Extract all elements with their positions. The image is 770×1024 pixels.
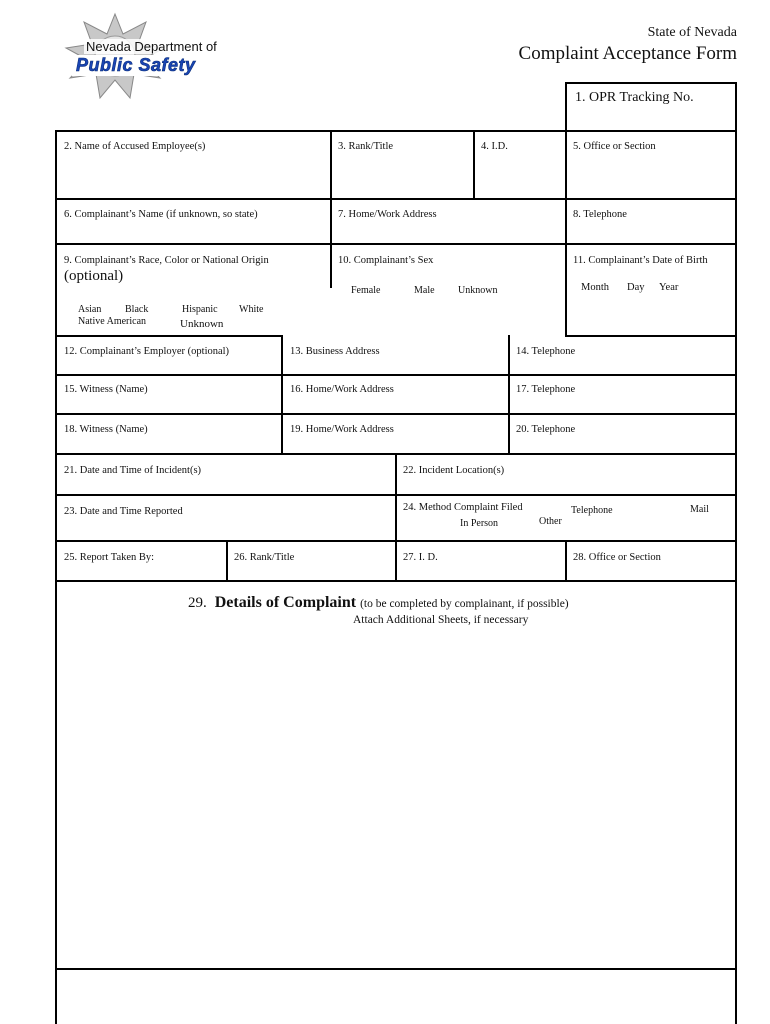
state-name: State of Nevada — [647, 25, 737, 40]
details-title: Details of Complaint — [214, 594, 357, 611]
form-title: Complaint Acceptance Form — [518, 43, 737, 64]
details-heading — [188, 594, 569, 612]
field-date-of-birth: 11. Complainant’s Date of Birth — [573, 255, 708, 266]
method-option-mail[interactable]: Mail — [690, 504, 709, 515]
field-telephone: 8. Telephone — [573, 209, 627, 220]
race-option-black[interactable]: Black — [125, 304, 149, 315]
details-attach-note: Attach Additional Sheets, if necessary — [353, 614, 529, 626]
details-number: 29. — [188, 595, 207, 611]
details-note: (to be completed by complainant, if possible) — [360, 598, 569, 610]
field-witness-2-address: 19. Home/Work Address — [290, 424, 394, 435]
race-option-native-american[interactable]: Native American — [78, 316, 147, 327]
field-telephone-14: 14. Telephone — [516, 346, 576, 357]
field-witness-1: 15. Witness (Name) — [64, 384, 148, 395]
field-witness-1-telephone: 17. Telephone — [516, 384, 576, 395]
sex-option-female[interactable]: Female — [351, 285, 381, 296]
field-complainant-name: 6. Complainant’s Name (if unknown, so state) — [64, 209, 258, 220]
field-rank-title: 3. Rank/Title — [338, 141, 394, 152]
field-taker-id: 27. I. D. — [403, 552, 438, 563]
department-logo — [60, 12, 260, 100]
field-office-section: 5. Office or Section — [573, 141, 656, 152]
sex-option-unknown[interactable]: Unknown — [458, 285, 498, 296]
logo-line1: Nevada Department of — [86, 39, 217, 54]
field-complainant-sex: 10. Complainant’s Sex — [338, 255, 434, 266]
method-option-other[interactable]: Other — [539, 516, 562, 527]
race-option-hispanic[interactable]: Hispanic — [182, 304, 218, 315]
logo-line2: Public Safety — [72, 55, 200, 76]
field-taker-rank-title: 26. Rank/Title — [234, 552, 295, 563]
field-race-optional: (optional) — [64, 268, 124, 284]
details-text-area[interactable] — [58, 630, 734, 966]
field-incident-datetime: 21. Date and Time of Incident(s) — [64, 465, 202, 476]
method-option-in-person[interactable]: In Person — [460, 518, 499, 529]
sex-option-male[interactable]: Male — [414, 285, 435, 296]
dob-year: Year — [659, 282, 679, 293]
field-date-reported: 23. Date and Time Reported — [64, 506, 183, 517]
race-option-unknown[interactable]: Unknown — [180, 318, 224, 330]
field-witness-1-address: 16. Home/Work Address — [290, 384, 394, 395]
dob-month: Month — [581, 282, 610, 293]
field-taker-office: 28. Office or Section — [573, 552, 661, 563]
field-home-work-address: 7. Home/Work Address — [338, 209, 437, 220]
race-option-asian[interactable]: Asian — [78, 304, 102, 315]
race-option-white[interactable]: White — [239, 304, 264, 315]
field-witness-2: 18. Witness (Name) — [64, 424, 148, 435]
field-accused-employee: 2. Name of Accused Employee(s) — [64, 141, 206, 152]
field-incident-location: 22. Incident Location(s) — [403, 465, 505, 476]
field-business-address: 13. Business Address — [290, 346, 380, 357]
opr-tracking-label: 1. OPR Tracking No. — [575, 90, 694, 105]
field-id: 4. I.D. — [481, 141, 508, 152]
dob-day: Day — [627, 282, 645, 293]
field-report-taken-by: 25. Report Taken By: — [64, 552, 155, 563]
method-option-telephone[interactable]: Telephone — [571, 505, 613, 516]
field-complainant-employer: 12. Complainant’s Employer (optional) — [64, 346, 230, 357]
field-witness-2-telephone: 20. Telephone — [516, 424, 576, 435]
field-race: 9. Complainant’s Race, Color or National Origin — [64, 255, 269, 266]
field-method-filed: 24. Method Complaint Filed — [403, 502, 523, 513]
